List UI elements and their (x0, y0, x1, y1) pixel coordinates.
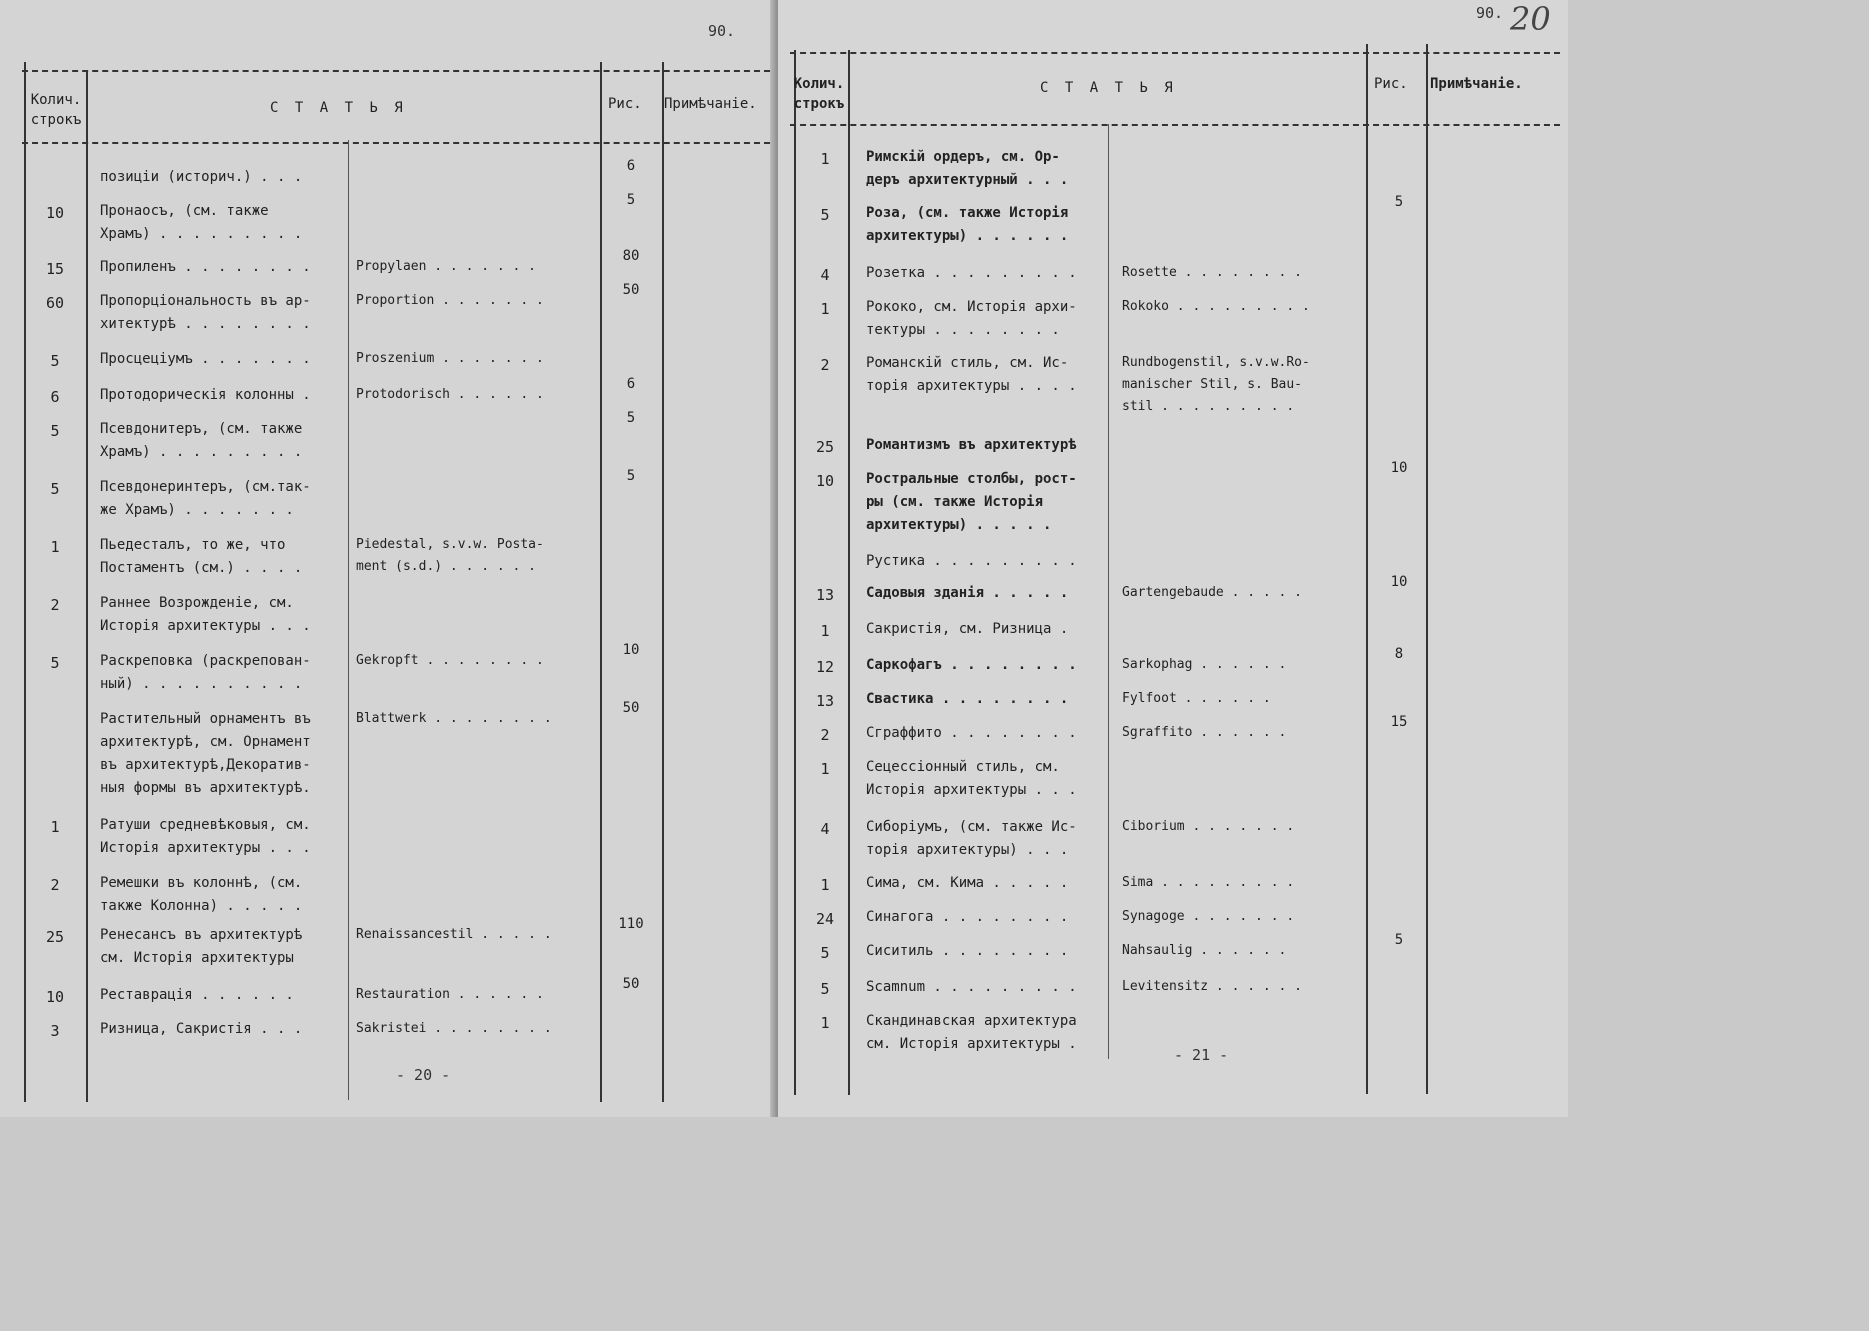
article-title: Пропорціональность въ ар- хитектурѣ . . . . . . . . (100, 293, 311, 332)
header-bottom-rule (22, 142, 770, 144)
german-term: Levitensitz . . . . . . (1122, 979, 1303, 994)
line-count: 5 (50, 480, 60, 498)
left-border (24, 62, 26, 1102)
german-term: Restauration . . . . . . (356, 987, 544, 1002)
article-title: Псевдонеринтеръ, (см.так- же Храмъ) . . . . . . . (100, 479, 311, 518)
line-count: 6 (50, 388, 60, 406)
article-title: Ремешки въ колоннѣ, (см. также Колонна) . . . . . (100, 875, 303, 914)
figure-count: 5 (1394, 932, 1404, 948)
article-header: С Т А Т Ь Я (270, 100, 407, 116)
german-term: Fylfoot . . . . . . (1122, 691, 1271, 706)
qty-header: Колич. строкъ (793, 76, 845, 112)
line-count: 5 (50, 422, 60, 440)
figure-count: 15 (1390, 714, 1408, 730)
article-title: Сакристія, см. Ризница . (866, 621, 1069, 637)
note-column-divider (662, 62, 664, 1102)
line-count: 2 (820, 726, 830, 744)
figure-count: 10 (1390, 574, 1408, 590)
line-count: 2 (820, 356, 830, 374)
german-term: Sima . . . . . . . . . (1122, 875, 1295, 890)
qty-header: Колич. строкъ (30, 92, 82, 128)
line-count: 24 (815, 910, 835, 928)
figure-count: 5 (626, 410, 636, 426)
article-title: Раскреповка (раскрепован- ный) . . . . . . . . . . (100, 653, 311, 692)
header-bottom-rule (790, 124, 1560, 126)
german-term: Rokoko . . . . . . . . . (1122, 299, 1310, 314)
left-page-number: 90. (708, 22, 736, 40)
german-term: Gekropft . . . . . . . . (356, 653, 544, 668)
figs-header: Рис. (608, 96, 642, 112)
article-title: Просцеціумъ . . . . . . . (100, 351, 311, 367)
qty-column-divider (86, 72, 88, 1102)
figs-header: Рис. (1374, 76, 1408, 92)
note-header: Примѣчаніе. (1430, 76, 1523, 92)
article-title: позиціи (историч.) . . . (100, 169, 303, 185)
line-count: 13 (815, 692, 835, 710)
article-title: Синагога . . . . . . . . (866, 909, 1069, 925)
line-count: 1 (820, 876, 830, 894)
article-title: Сима, см. Кима . . . . . (866, 875, 1069, 891)
line-count: 1 (820, 150, 830, 168)
line-count: 60 (45, 294, 65, 312)
line-count: 5 (820, 944, 830, 962)
article-title: Сиситиль . . . . . . . . (866, 943, 1069, 959)
line-count: 13 (815, 586, 835, 604)
figure-count: 50 (622, 700, 640, 716)
line-count: 2 (50, 596, 60, 614)
line-count: 10 (815, 472, 835, 490)
figure-count: 110 (618, 916, 644, 932)
article-title: Розетка . . . . . . . . . (866, 265, 1077, 281)
article-title: Реставрація . . . . . . (100, 987, 294, 1003)
right-border (794, 50, 796, 1095)
line-count: 1 (820, 760, 830, 778)
article-title: Сецессіонный стиль, см. Исторія архитектуры . . . (866, 759, 1077, 798)
header-top-rule (790, 52, 1560, 54)
header-top-rule (22, 70, 770, 72)
right-page (778, 0, 1568, 1117)
german-term: Sakristei . . . . . . . . (356, 1021, 552, 1036)
article-title: Протодорическія колонны . (100, 387, 311, 403)
german-term: Piedestal, s.v.w. Posta- ment (s.d.) . . . . . . (356, 537, 544, 574)
german-term: Rundbogenstil, s.v.w.Ro- manischer Stil, s. Bau- stil . . . . . . . . . (1122, 355, 1310, 414)
line-count: 4 (820, 820, 830, 838)
article-title: Ростральные столбы, рост- ры (см. также Исторія архитектуры) . . . . . (866, 471, 1077, 533)
line-count: 1 (50, 818, 60, 836)
german-term: Blattwerk . . . . . . . . (356, 711, 552, 726)
german-term: Rosette . . . . . . . . (1122, 265, 1303, 280)
figs-column-divider (1366, 44, 1368, 1094)
line-count: 10 (45, 204, 65, 222)
line-count: 1 (820, 1014, 830, 1032)
figure-count: 5 (1394, 194, 1404, 210)
german-term: Ciborium . . . . . . . (1122, 819, 1295, 834)
figure-count: 8 (1394, 646, 1404, 662)
german-term: Nahsaulig . . . . . . (1122, 943, 1287, 958)
german-term: Renaissancestil . . . . . (356, 927, 552, 942)
right-page-number: 90. (1476, 4, 1504, 22)
german-term: Propylaen . . . . . . . (356, 259, 537, 274)
line-count: 1 (50, 538, 60, 556)
german-column-divider (1108, 124, 1109, 1059)
line-count: 5 (50, 352, 60, 370)
german-term: Proszenium . . . . . . . (356, 351, 544, 366)
article-title: Scamnum . . . . . . . . . (866, 979, 1077, 995)
line-count: 1 (820, 300, 830, 318)
figs-column-divider (600, 62, 602, 1102)
line-count: 12 (815, 658, 835, 676)
article-title: Роза, (см. также Исторія архитектуры) . . . . . . (866, 205, 1069, 244)
figure-count: 80 (622, 248, 640, 264)
german-column-divider (348, 140, 349, 1100)
article-title: Романскій стиль, см. Ис- торія архитектуры . . . . (866, 355, 1077, 394)
line-count: 10 (45, 988, 65, 1006)
article-title: Скандинавская архитектура см. Исторія архитектуры . (866, 1013, 1077, 1052)
figure-count: 6 (626, 158, 636, 174)
german-term: Synagoge . . . . . . . (1122, 909, 1295, 924)
article-title: Растительный орнаментъ въ архитектурѣ, см. Орнамент въ архитектурѣ,Декоратив- ныя формы въ архитектурѣ. (100, 711, 311, 796)
article-title: Ризница, Сакристія . . . (100, 1021, 303, 1037)
article-title: Садовыя зданія . . . . . (866, 585, 1069, 601)
line-count: 25 (45, 928, 65, 946)
handwritten-page-mark: 20 (1510, 0, 1551, 38)
line-count: 5 (50, 654, 60, 672)
german-term: Sarkophag . . . . . . (1122, 657, 1287, 672)
article-title: Сиборіумъ, (см. также Ис- торія архитектуры) . . . (866, 819, 1077, 858)
left-page (0, 0, 776, 1117)
figure-count: 50 (622, 976, 640, 992)
line-count: 1 (820, 622, 830, 640)
line-count: 5 (820, 206, 830, 224)
note-header: Примѣчаніе. (664, 96, 757, 112)
line-count: 25 (815, 438, 835, 456)
article-title: Римскій ордеръ, см. Ор- деръ архитектурный . . . (866, 149, 1069, 188)
note-column-divider (1426, 44, 1428, 1094)
german-term: Protodorisch . . . . . . (356, 387, 544, 402)
article-title: Раннее Возрожденіе, см. Исторія архитектуры . . . (100, 595, 311, 634)
figure-count: 50 (622, 282, 640, 298)
article-header: С Т А Т Ь Я (1040, 80, 1177, 96)
article-title: Пропиленъ . . . . . . . . (100, 259, 311, 275)
figure-count: 5 (626, 192, 636, 208)
line-count: 15 (45, 260, 65, 278)
figure-count: 5 (626, 468, 636, 484)
figure-count: 10 (1390, 460, 1408, 476)
line-count: 4 (820, 266, 830, 284)
figure-count: 10 (622, 642, 640, 658)
article-title: Романтизмъ въ архитектурѣ (866, 437, 1077, 453)
article-title: Пронаосъ, (см. также Храмъ) . . . . . . . . . (100, 203, 303, 242)
left-footer: - 20 - (396, 1066, 451, 1084)
article-title: Саркофагъ . . . . . . . . (866, 657, 1077, 673)
german-term: Gartengebaude . . . . . (1122, 585, 1303, 600)
german-term: Sgraffito . . . . . . (1122, 725, 1287, 740)
figure-count: 6 (626, 376, 636, 392)
article-title: Рококо, см. Исторія архи- тектуры . . . . . . . . (866, 299, 1077, 338)
article-title: Ратуши средневѣковыя, см. Исторія архитектуры . . . (100, 817, 311, 856)
line-count: 3 (50, 1022, 60, 1040)
right-footer: - 21 - (1174, 1046, 1229, 1064)
article-title: Сграффито . . . . . . . . (866, 725, 1077, 741)
german-term: Proportion . . . . . . . (356, 293, 544, 308)
line-count: 2 (50, 876, 60, 894)
article-title: Рустика . . . . . . . . . (866, 553, 1077, 569)
article-title: Псевдонитеръ, (см. также Храмъ) . . . . . . . . . (100, 421, 303, 460)
article-title: Пьедесталъ, то же, что Постаментъ (см.) . . . . (100, 537, 303, 576)
article-title: Свастика . . . . . . . . (866, 691, 1069, 707)
article-title: Ренесансъ въ архитектурѣ см. Исторія архитектуры (100, 927, 303, 966)
line-count: 5 (820, 980, 830, 998)
